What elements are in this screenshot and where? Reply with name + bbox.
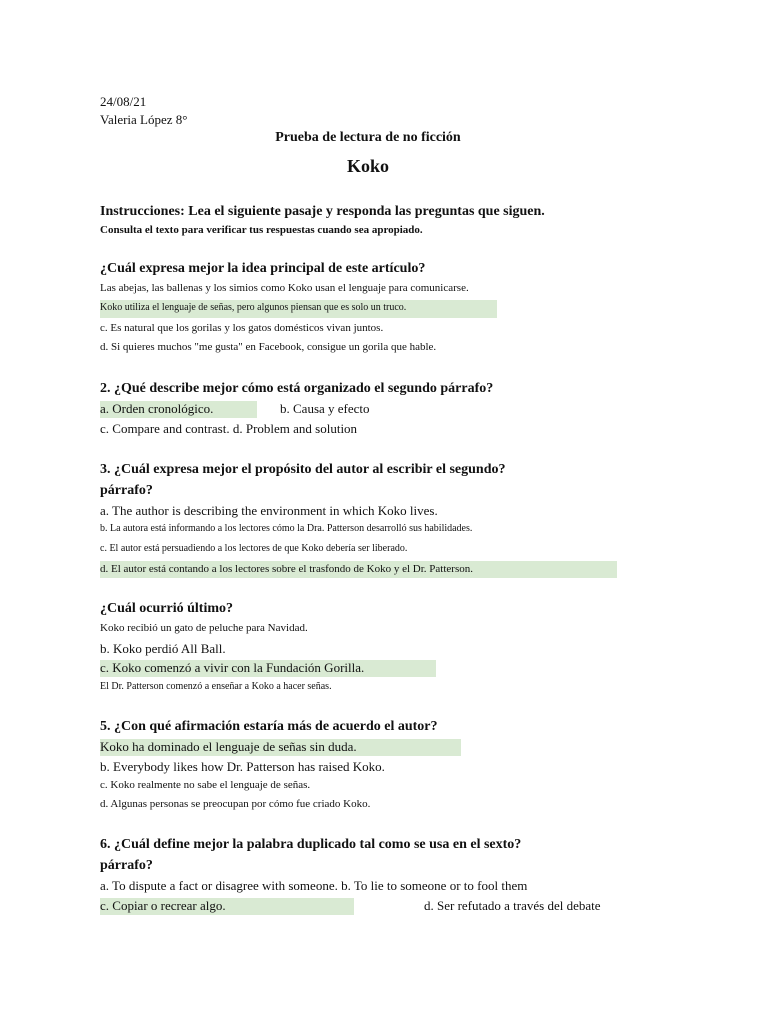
q3-option-a: a. The author is describing the environment in which Koko lives. bbox=[100, 503, 438, 518]
test-title: Prueba de lectura de no ficción bbox=[275, 130, 461, 145]
q5-option-b: b. Everybody likes how Dr. Patterson has raised Koko. bbox=[100, 759, 385, 774]
q2-option-b: b. Causa y efecto bbox=[280, 401, 370, 416]
q6-question-line2: párrafo? bbox=[100, 858, 153, 873]
story-title: Koko bbox=[346, 156, 389, 176]
q2-option-cd: c. Compare and contrast. d. Problem and solution bbox=[100, 421, 358, 436]
q5-question: 5. ¿Con qué afirmación estaría más de acuerdo el autor? bbox=[100, 719, 438, 734]
q4-option-b: b. Koko perdió All Ball. bbox=[100, 641, 226, 656]
q4-question: ¿Cuál ocurrió último? bbox=[100, 601, 233, 616]
q1-option-b: Koko utiliza el lenguaje de señas, pero algunos piensan que es solo un truco. bbox=[100, 300, 497, 318]
date: 24/08/21 bbox=[100, 94, 147, 109]
q6-option-c: c. Copiar o recrear algo. bbox=[100, 898, 354, 915]
q1-option-c: c. Es natural que los gorilas y los gatos domésticos vivan juntos. bbox=[100, 322, 384, 334]
student-name: Valeria López 8° bbox=[100, 112, 188, 127]
q2-option-a: a. Orden cronológico. bbox=[100, 401, 257, 418]
q3-question-line1: 3. ¿Cuál expresa mejor el propósito del autor al escribir el segundo? bbox=[100, 462, 506, 477]
instructions-main: Instrucciones: Lea el siguiente pasaje y responda las preguntas que siguen. bbox=[100, 204, 545, 219]
q3-option-c: c. El autor está persuadiendo a los lectores de que Koko debería ser liberado. bbox=[100, 543, 408, 554]
q3-option-d: d. El autor está contando a los lectores sobre el trasfondo de Koko y el Dr. Patterson. bbox=[100, 561, 617, 578]
q6-question-line1: 6. ¿Cuál define mejor la palabra duplicado tal como se usa en el sexto? bbox=[100, 837, 522, 852]
q6-option-d: d. Ser refutado a través del debate bbox=[424, 898, 601, 913]
q1-option-d: d. Si quieres muchos "me gusta" en Facebook, consigue un gorila que hable. bbox=[100, 341, 437, 353]
q2-question: 2. ¿Qué describe mejor cómo está organizado el segundo párrafo? bbox=[100, 381, 494, 396]
q4-option-c: c. Koko comenzó a vivir con la Fundación Gorilla. bbox=[100, 660, 436, 677]
q3-option-b: b. La autora está informando a los lectores cómo la Dra. Patterson desarrolló sus habilidades. bbox=[100, 523, 473, 534]
q4-option-d: El Dr. Patterson comenzó a enseñar a Koko a hacer señas. bbox=[100, 681, 332, 692]
q1-option-a: Las abejas, las ballenas y los simios como Koko usan el lenguaje para comunicarse. bbox=[100, 282, 469, 294]
q1-question: ¿Cuál expresa mejor la idea principal de este artículo? bbox=[100, 261, 426, 276]
q4-option-a: Koko recibió un gato de peluche para Navidad. bbox=[100, 622, 308, 634]
q5-option-c: c. Koko realmente no sabe el lenguaje de señas. bbox=[100, 779, 311, 791]
instructions-sub: Consulta el texto para verificar tus respuestas cuando sea apropiado. bbox=[100, 224, 423, 236]
q6-option-ab: a. To dispute a fact or disagree with someone. b. To lie to someone or to fool them bbox=[100, 878, 528, 893]
q5-option-d: d. Algunas personas se preocupan por cómo fue criado Koko. bbox=[100, 798, 371, 810]
q3-question-line2: párrafo? bbox=[100, 483, 153, 498]
q5-option-a: Koko ha dominado el lenguaje de señas sin duda. bbox=[100, 739, 461, 756]
